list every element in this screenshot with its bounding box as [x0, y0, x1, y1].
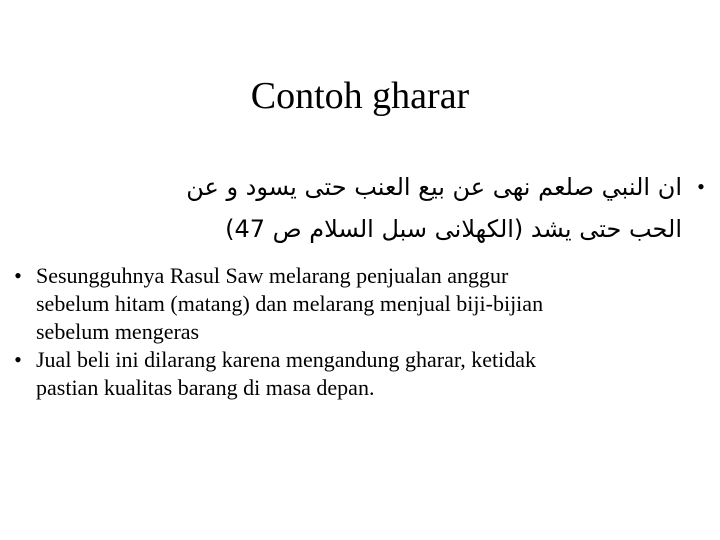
list-item-line: sebelum hitam (matang) dan melarang menjual biji-bijian	[36, 291, 544, 316]
bullet-icon: •	[697, 174, 705, 199]
arabic-hadith-block	[40, 166, 712, 250]
list-item-line: sebelum mengeras	[36, 319, 200, 344]
bullet-icon: •	[14, 347, 22, 372]
arabic-hadith-line-2	[40, 208, 712, 250]
list-item	[8, 262, 708, 346]
explanation-list	[8, 262, 708, 402]
list-item-line: Sesungguhnya Rasul Saw melarang penjualan anggur	[36, 263, 509, 288]
list-item-line: Jual beli ini dilarang karena mengandung gharar, ketidak	[36, 347, 537, 372]
arabic-hadith-text-2: الحب حتى يشد (الكهلانى سبل السلام ص 47)	[225, 215, 682, 243]
bullet-icon: •	[14, 263, 22, 288]
arabic-hadith-line-1	[40, 166, 712, 208]
list-item-line: pastian kualitas barang di masa depan.	[36, 375, 375, 400]
list-item	[8, 346, 708, 402]
arabic-hadith-text-1: ان النبي صلعم نهى عن بيع العنب حتى يسود و عن	[186, 173, 682, 201]
slide-title: Contoh gharar	[250, 75, 470, 117]
